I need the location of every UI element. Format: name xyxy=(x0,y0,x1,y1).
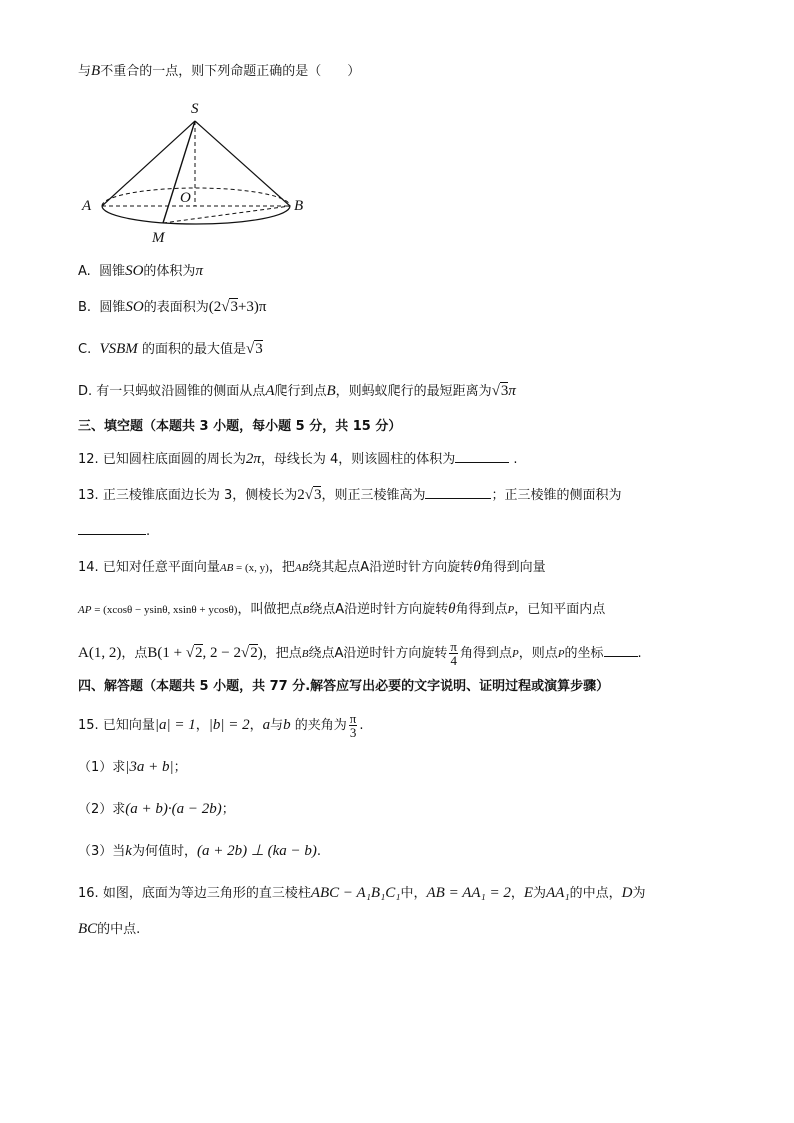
ellipse-back-arc xyxy=(102,188,290,206)
question-15: 15. 已知向量|a| = 1，|b| = 2，a与b 的夹角为 $\frac{\pi}{3}$ . xyxy=(78,711,364,740)
option-d: D. 有一只蚂蚁沿圆锥的侧面从点A爬行到点B，则蚂蚁爬行的最短距离为√3π xyxy=(78,383,516,399)
question-15-part3: （3）当k为何值时，(a + 2b) ⊥ (ka − b). xyxy=(78,843,322,859)
fraction-pi-over-4: $\frac{\pi}{4}$ xyxy=(450,639,457,668)
question-14-line2: AP = (xcosθ − ysinθ, xsinθ + ycosθ)，叫做把点B绕点A沿逆时针方向旋转θ角得到点P，已知平面内点 xyxy=(78,601,606,617)
cone-figure xyxy=(78,96,318,246)
label-S: S xyxy=(191,101,199,117)
label-O: O xyxy=(180,190,191,206)
question-15-part1: （1）求|3a + b|； xyxy=(78,759,187,775)
label-A: A xyxy=(82,198,92,214)
question-15-part2: （2）求(a + b)·(a − 2b)； xyxy=(78,801,235,817)
question-13: 13. 正三棱锥底面边长为 3，侧棱长为2√3，则正三棱锥高为 ；正三棱锥的侧面积为 xyxy=(78,487,622,503)
question-16-line2: BC的中点. xyxy=(78,921,141,937)
fraction-pi-over-3: $\frac{\pi}{3}$ xyxy=(349,711,357,740)
question-13-cont: . xyxy=(78,522,150,541)
segment-MB xyxy=(163,206,290,223)
answer-blank xyxy=(604,644,638,657)
question-intro: 与B不重合的一点，则下列命题正确的是（ ） xyxy=(78,63,361,79)
question-16-line1: 16. 如图，底面为等边三角形的直三棱柱ABC − A₁B₁C₁中，AB = AA₁ = 2，E为AA₁的中点，D为 xyxy=(78,885,646,901)
option-a: A. 圆锥SO的体积为π xyxy=(78,263,203,279)
answer-blank xyxy=(425,486,491,499)
option-b: B. 圆锥SO的表面积为(2√3+3)π xyxy=(78,299,267,315)
question-14-line3: A(1, 2)，点B(1 + √2, 2 − 2√2)，把点B绕点A沿逆时针方向旋转 $\frac{\pi}{4}$ 角得到点P，则点P的坐标 . xyxy=(78,639,642,668)
ellipse-front-arc xyxy=(102,206,290,224)
option-c: C. VSBM 的面积的最大值是√3 xyxy=(78,341,263,357)
question-12: 12. 已知圆柱底面圆的周长为2π，母线长为 4，则该圆柱的体积为 . xyxy=(78,451,518,467)
section-3-title: 三、填空题（本题共 3 小题，每小题 5 分，共 15 分） xyxy=(78,419,402,434)
generatrix-SB xyxy=(195,121,290,206)
answer-blank xyxy=(455,450,509,463)
label-B: B xyxy=(294,198,304,214)
label-M: M xyxy=(152,230,165,246)
answer-blank xyxy=(78,522,146,535)
section-4-title: 四、解答题（本题共 5 小题，共 77 分.解答应写出必要的文字说明、证明过程或演算步骤） xyxy=(78,679,610,694)
question-14-line1: 14. 已知对任意平面向量AB = (x, y)，把AB绕其起点A沿逆时针方向旋转θ角得到向量 xyxy=(78,559,546,575)
